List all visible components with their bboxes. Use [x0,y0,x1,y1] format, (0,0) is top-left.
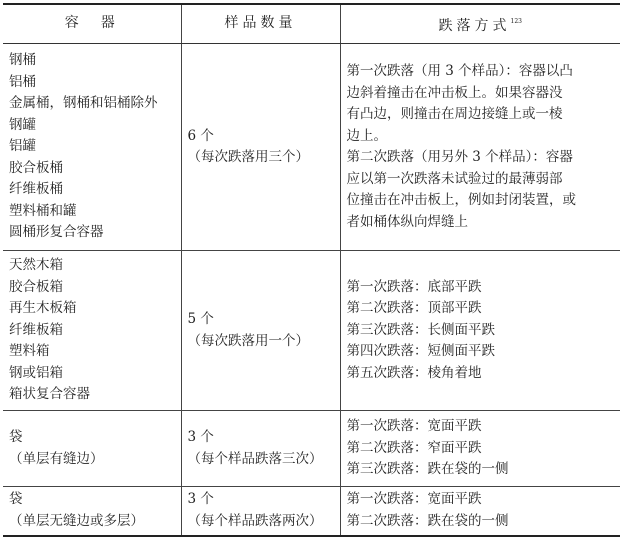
method-line: 第一次跌落：底部平跌 [346,278,482,295]
container-line: 塑料桶和罐 [9,202,77,219]
container-line: 箱状复合容器 [9,386,90,403]
container-line: 袋 [9,429,23,445]
method-line: 第三次跌落：长侧面平跌 [346,321,495,338]
method-line: 边上。 [346,127,387,144]
header-row [3,4,620,44]
container-line: （单层有缝边） [9,450,104,467]
method-line: 第二次跌落：顶部平跌 [346,300,482,317]
container-line: 再生木板箱 [9,300,77,317]
cell-method [340,487,620,536]
quantity-count: 6 个 [187,127,214,144]
method-line: 者如桶体纵向焊缝上 [346,213,468,230]
container-line: 胶合板箱 [9,278,63,295]
method-line: 第二次跌落：跌在袋的一侧 [346,512,509,529]
cell-quantity [181,251,340,411]
cell-containers [3,44,181,251]
quantity-count: 5 个 [187,311,214,327]
method-line: 第二次跌落（用另外 3 个样品）：容器 [346,149,573,165]
table-row [3,251,620,411]
cell-quantity [181,487,340,536]
table-row [3,44,620,251]
header-method-superscript: 123 [510,17,522,25]
cell-containers [3,251,181,411]
method-line: 第三次跌落：跌在袋的一侧 [346,461,509,478]
method-line: 有凸边，则撞击在周边接缝上或一棱 [346,106,563,122]
method-line: 第二次跌落：窄面平跌 [346,439,482,456]
container-line: 袋 [9,491,23,508]
method-line: 第五次跌落：棱角着地 [346,364,482,381]
header-quantity: 样品数量 [181,4,340,44]
cell-method [340,251,620,411]
header-method-label: 跌落方式 [438,17,511,34]
cell-containers [3,487,181,536]
container-line: 钢或铝箱 [9,364,63,381]
container-line: （单层无缝边或多层） [9,512,144,529]
method-line: 边斜着撞击在冲击板上。如果容器没 [346,84,563,101]
method-line: 第四次跌落：短侧面平跌 [346,343,495,360]
quantity-note: （每次跌落用三个） [187,149,309,165]
method-line: 第一次跌落：宽面平跌 [346,491,482,508]
method-line: 第一次跌落：宽面平跌 [346,418,482,435]
quantity-note: （每个样品跌落三次） [187,450,323,467]
cell-quantity [181,44,340,251]
table-row [3,487,620,536]
container-line: 金属桶，钢桶和铝桶除外 [9,95,158,112]
container-line: 纤维板箱 [9,321,63,338]
header-method [340,4,620,44]
container-line: 铝罐 [9,138,36,155]
container-line: 塑料箱 [9,343,50,360]
container-line: 天然木箱 [9,257,63,274]
container-line: 钢桶 [9,52,36,69]
header-container: 容 器 [3,4,181,44]
quantity-note: （每个样品跌落两次） [187,512,323,529]
cell-method [340,44,620,251]
container-line: 胶合板桶 [9,159,63,176]
drop-test-table [3,3,620,537]
quantity-count: 3 个 [187,429,214,445]
quantity-note: （每次跌落用一个） [187,332,309,349]
container-line: 圆桶形复合容器 [9,224,104,241]
cell-containers [3,411,181,487]
method-line: 应以第一次跌落未试验过的最薄弱部 [346,170,563,187]
method-line: 位撞击在冲击板上，例如封闭装置，或 [346,192,576,208]
quantity-count: 3 个 [187,491,214,508]
table-row [3,411,620,487]
container-line: 铝桶 [9,73,36,90]
cell-method [340,411,620,487]
method-line: 第一次跌落（用 3 个样品）：容器以凸 [346,63,573,79]
container-line: 纤维板桶 [9,181,63,198]
container-line: 钢罐 [9,116,36,133]
cell-quantity [181,411,340,487]
